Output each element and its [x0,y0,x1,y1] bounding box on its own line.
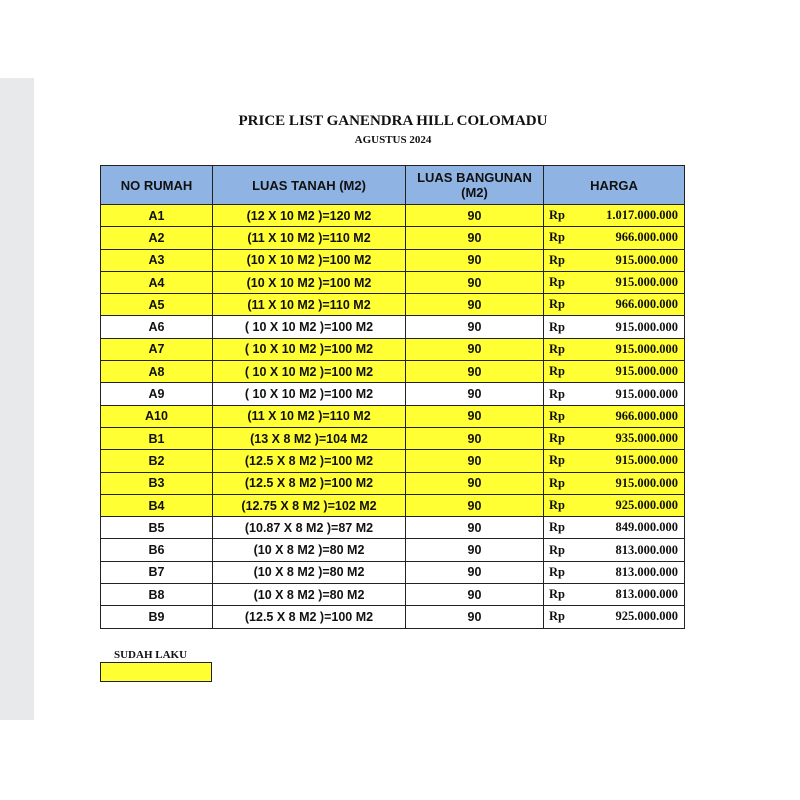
cell-luas-bangunan: 90 [406,472,544,494]
cell-harga: 1.017.000.000 [585,205,685,227]
cell-luas-bangunan: 90 [406,249,544,271]
cell-no-rumah: A8 [101,361,213,383]
table-row [101,606,685,628]
left-margin-strip [0,78,34,720]
cell-harga: 925.000.000 [585,606,685,628]
cell-luas-bangunan: 90 [406,205,544,227]
cell-luas-tanah: ( 10 X 10 M2 )=100 M2 [213,338,406,360]
cell-currency: Rp [544,427,585,449]
cell-harga: 915.000.000 [585,316,685,338]
cell-harga: 915.000.000 [585,271,685,293]
cell-currency: Rp [544,606,585,628]
table-row [101,494,685,516]
cell-harga: 966.000.000 [585,294,685,316]
cell-currency: Rp [544,584,585,606]
table-row [101,227,685,249]
cell-no-rumah: B1 [101,427,213,449]
cell-luas-bangunan: 90 [406,606,544,628]
cell-luas-tanah: (11 X 10 M2 )=110 M2 [213,405,406,427]
table-row [101,205,685,227]
cell-currency: Rp [544,517,585,539]
cell-luas-tanah: (10 X 8 M2 )=80 M2 [213,584,406,606]
cell-luas-bangunan: 90 [406,494,544,516]
cell-luas-tanah: (12.5 X 8 M2 )=100 M2 [213,606,406,628]
table-row [101,405,685,427]
cell-luas-bangunan: 90 [406,338,544,360]
cell-harga: 915.000.000 [585,472,685,494]
cell-harga: 915.000.000 [585,361,685,383]
cell-luas-bangunan: 90 [406,383,544,405]
header-harga: HARGA [544,166,685,205]
cell-no-rumah: A5 [101,294,213,316]
table-row [101,472,685,494]
cell-no-rumah: A6 [101,316,213,338]
table-header-row [101,166,685,205]
cell-currency: Rp [544,271,585,293]
cell-luas-bangunan: 90 [406,584,544,606]
cell-currency: Rp [544,472,585,494]
cell-luas-bangunan: 90 [406,271,544,293]
cell-currency: Rp [544,316,585,338]
cell-currency: Rp [544,294,585,316]
legend-sold-swatch [100,662,212,682]
cell-harga: 813.000.000 [585,584,685,606]
cell-luas-bangunan: 90 [406,517,544,539]
cell-harga: 915.000.000 [585,450,685,472]
page-title: PRICE LIST GANENDRA HILL COLOMADU [238,113,548,129]
cell-no-rumah: A1 [101,205,213,227]
cell-no-rumah: B9 [101,606,213,628]
cell-luas-bangunan: 90 [406,227,544,249]
cell-luas-tanah: (10 X 10 M2 )=100 M2 [213,271,406,293]
cell-currency: Rp [544,494,585,516]
cell-luas-tanah: (13 X 8 M2 )=104 M2 [213,427,406,449]
cell-luas-tanah: (11 X 10 M2 )=110 M2 [213,294,406,316]
cell-currency: Rp [544,450,585,472]
table-row [101,427,685,449]
cell-harga: 935.000.000 [585,427,685,449]
cell-no-rumah: A10 [101,405,213,427]
table-row [101,517,685,539]
header-luas-bangunan: LUAS BANGUNAN (M2) [406,166,544,205]
header-luas-tanah: LUAS TANAH (M2) [213,166,406,205]
cell-no-rumah: A3 [101,249,213,271]
cell-no-rumah: A7 [101,338,213,360]
cell-luas-tanah: (10 X 8 M2 )=80 M2 [213,561,406,583]
cell-luas-tanah: (12.5 X 8 M2 )=100 M2 [213,450,406,472]
cell-harga: 849.000.000 [585,517,685,539]
cell-currency: Rp [544,383,585,405]
cell-luas-tanah: (10 X 8 M2 )=80 M2 [213,539,406,561]
table-row [101,338,685,360]
cell-luas-bangunan: 90 [406,450,544,472]
cell-no-rumah: B4 [101,494,213,516]
cell-no-rumah: B3 [101,472,213,494]
cell-no-rumah: B6 [101,539,213,561]
table-row [101,584,685,606]
cell-harga: 966.000.000 [585,405,685,427]
cell-luas-bangunan: 90 [406,294,544,316]
table-row [101,271,685,293]
cell-luas-tanah: (11 X 10 M2 )=110 M2 [213,227,406,249]
table-row [101,294,685,316]
table-row [101,383,685,405]
cell-luas-tanah: (12.5 X 8 M2 )=100 M2 [213,472,406,494]
cell-no-rumah: A9 [101,383,213,405]
table-row [101,450,685,472]
cell-luas-tanah: (12 X 10 M2 )=120 M2 [213,205,406,227]
table-row [101,249,685,271]
cell-no-rumah: B2 [101,450,213,472]
cell-currency: Rp [544,338,585,360]
cell-luas-bangunan: 90 [406,539,544,561]
cell-currency: Rp [544,561,585,583]
cell-luas-tanah: ( 10 X 10 M2 )=100 M2 [213,383,406,405]
cell-harga: 813.000.000 [585,539,685,561]
table-row [101,361,685,383]
cell-no-rumah: A2 [101,227,213,249]
cell-luas-bangunan: 90 [406,361,544,383]
cell-luas-bangunan: 90 [406,316,544,338]
header-no-rumah: NO RUMAH [101,166,213,205]
cell-currency: Rp [544,405,585,427]
cell-no-rumah: A4 [101,271,213,293]
cell-luas-bangunan: 90 [406,427,544,449]
cell-harga: 966.000.000 [585,227,685,249]
price-table [100,165,685,629]
table-row [101,539,685,561]
cell-currency: Rp [544,205,585,227]
cell-harga: 915.000.000 [585,383,685,405]
cell-no-rumah: B7 [101,561,213,583]
legend-label: SUDAH LAKU [114,649,188,661]
table-row [101,561,685,583]
cell-harga: 915.000.000 [585,249,685,271]
table-row [101,316,685,338]
cell-no-rumah: B5 [101,517,213,539]
cell-luas-tanah: (10.87 X 8 M2 )=87 M2 [213,517,406,539]
cell-currency: Rp [544,227,585,249]
table-body [101,205,685,629]
page-subtitle: AGUSTUS 2024 [354,134,432,146]
cell-luas-tanah: ( 10 X 10 M2 )=100 M2 [213,361,406,383]
cell-luas-bangunan: 90 [406,561,544,583]
cell-luas-bangunan: 90 [406,405,544,427]
cell-currency: Rp [544,249,585,271]
cell-harga: 813.000.000 [585,561,685,583]
cell-luas-tanah: (12.75 X 8 M2 )=102 M2 [213,494,406,516]
cell-no-rumah: B8 [101,584,213,606]
cell-harga: 915.000.000 [585,338,685,360]
cell-luas-tanah: ( 10 X 10 M2 )=100 M2 [213,316,406,338]
cell-luas-tanah: (10 X 10 M2 )=100 M2 [213,249,406,271]
cell-currency: Rp [544,361,585,383]
cell-currency: Rp [544,539,585,561]
cell-harga: 925.000.000 [585,494,685,516]
